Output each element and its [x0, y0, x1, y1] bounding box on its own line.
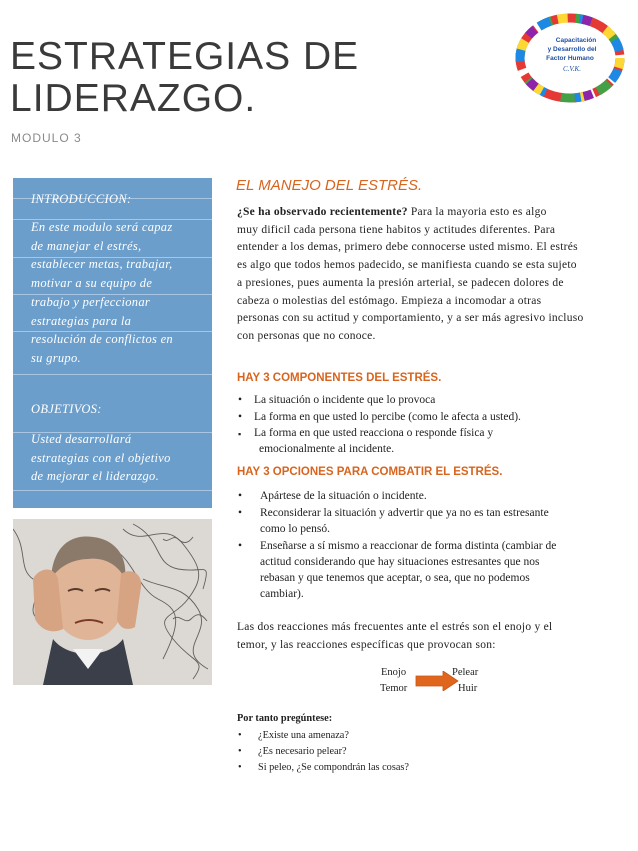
title-line-2: LIDERAZGO. [10, 77, 257, 120]
intro-line: es algo que todos hemos padecido, se manifiesta cuando se esta sujeto [237, 259, 577, 272]
objetivos-line: de mejorar el liderazgo. [31, 469, 160, 484]
intro-paragraph [237, 204, 625, 346]
section-title: EL MANEJO DEL ESTRÉS. [236, 177, 423, 194]
list-item: • La situación o incidente que lo provoca [238, 394, 436, 406]
list-item: • La forma en que usted lo percibe (como le afecta a usted). [238, 411, 521, 423]
reaction-enojo: Enojo [381, 667, 407, 678]
intro-line: entender a los demas, primero debe connocerse usted mismo. El estrés [237, 241, 578, 254]
intro-question: ¿Se ha observado recientemente? [237, 206, 408, 218]
list-item: • Si peleo, ¿Se compondrán las cosas? [238, 760, 628, 776]
intro-line: resolución de conflictos en [31, 332, 173, 347]
list-item: • ¿Es necesario pelear? [238, 744, 628, 760]
options-heading: HAY 3 OPCIONES PARA COMBATIR EL ESTRÉS. [237, 466, 503, 478]
reaction-huir: Huir [458, 683, 478, 694]
divider [13, 374, 212, 375]
ask-heading: Por tanto pregúntese: [237, 713, 333, 724]
reactions-line: temor, y las reacciones específicas que provocan son: [237, 638, 496, 651]
list-item: • Reconsiderar la situación y advertir que ya no es tan estresante como lo pensó. [238, 507, 549, 535]
logo-text-4: C.V.K. [563, 65, 581, 73]
bullet-dot-icon: • [238, 540, 243, 552]
objetivos-heading: OBJETIVOS: [31, 402, 102, 416]
reactions-paragraph [237, 619, 625, 654]
title-line-1: ESTRATEGIAS DE [10, 35, 360, 78]
intro-line: su grupo. [31, 350, 81, 365]
bullet-dot-icon: • [238, 507, 243, 519]
intro-line: establecer metas, trabajar, [31, 257, 173, 272]
logo-text-1: Capacitación [555, 37, 597, 44]
bullet-dot-icon: • [238, 730, 242, 741]
bullet-dot-icon: • [238, 490, 243, 502]
bullet-dot-icon: • [238, 746, 242, 757]
reaction-temor: Temor [380, 683, 408, 694]
company-logo [514, 12, 626, 104]
list-item: • Enseñarse a sí mismo a reaccionar de forma distinta (cambiar de actitud considerando que hay situaciones estresantes que nos rebasan y que tenemos que aceptar, o sea, que no podemos cambiar). [238, 540, 557, 600]
bullet-square-icon: ▪ [238, 429, 242, 439]
bullet-dot-icon: • [238, 411, 243, 423]
bullet-dot-icon: • [238, 762, 242, 773]
sidebar-panel [13, 178, 212, 508]
intro-line: personas con su actitud y comportamiento, y a ser más agresivo incluso [237, 312, 584, 325]
intro-line: cabeza o molestias del estómago. Empieza a incomodar a otras [237, 294, 542, 307]
list-item: • ¿Existe una amenaza? [238, 728, 628, 744]
intro-text [31, 218, 209, 368]
intro-line: trabajo y perfeccionar [31, 294, 151, 309]
divider [13, 490, 212, 491]
page-title [10, 36, 480, 120]
intro-line: estrategias para la [31, 313, 132, 328]
logo-text-3: Factor Humano [546, 55, 594, 62]
list-item: • Apártese de la situación o incidente. [238, 490, 427, 502]
logo-text-2: y Desarrollo del [547, 46, 597, 53]
intro-first-line [237, 204, 625, 222]
arrow-right-icon [415, 671, 459, 691]
intro-line: Para la mayoria esto es algo [407, 206, 547, 218]
objetivos-text [31, 430, 209, 486]
components-heading: HAY 3 COMPONENTES DEL ESTRÉS. [237, 372, 442, 384]
reactions-line: Las dos reacciones más frecuentes ante el estrés son el enojo y el [237, 621, 553, 633]
page-subtitle: MODULO 3 [11, 131, 82, 145]
intro-heading: INTRODUCCION: [31, 192, 132, 206]
list-item: ▪ La forma en que usted reacciona o responde física y emocionalmente al incidente. [238, 427, 494, 455]
stressed-man-photo [13, 519, 212, 685]
intro-line: de manejar el estrés, [31, 238, 142, 253]
intro-line: con personas que no conoce. [237, 329, 376, 342]
objetivos-line: estrategias con el objetivo [31, 450, 171, 465]
intro-line: muy dificil cada persona tiene habitos y actitudes diferentes. Para [237, 223, 556, 236]
objetivos-line: Usted desarrollará [31, 432, 132, 446]
intro-line: motivar a su equipo de [31, 276, 153, 291]
reaction-pelear: Pelear [452, 667, 479, 678]
intro-line: En este modulo será capaz [31, 220, 173, 234]
intro-line: a presiones, pues aumenta la presión arterial, se padecen dolores de [237, 276, 564, 289]
bullet-dot-icon: • [238, 394, 243, 406]
